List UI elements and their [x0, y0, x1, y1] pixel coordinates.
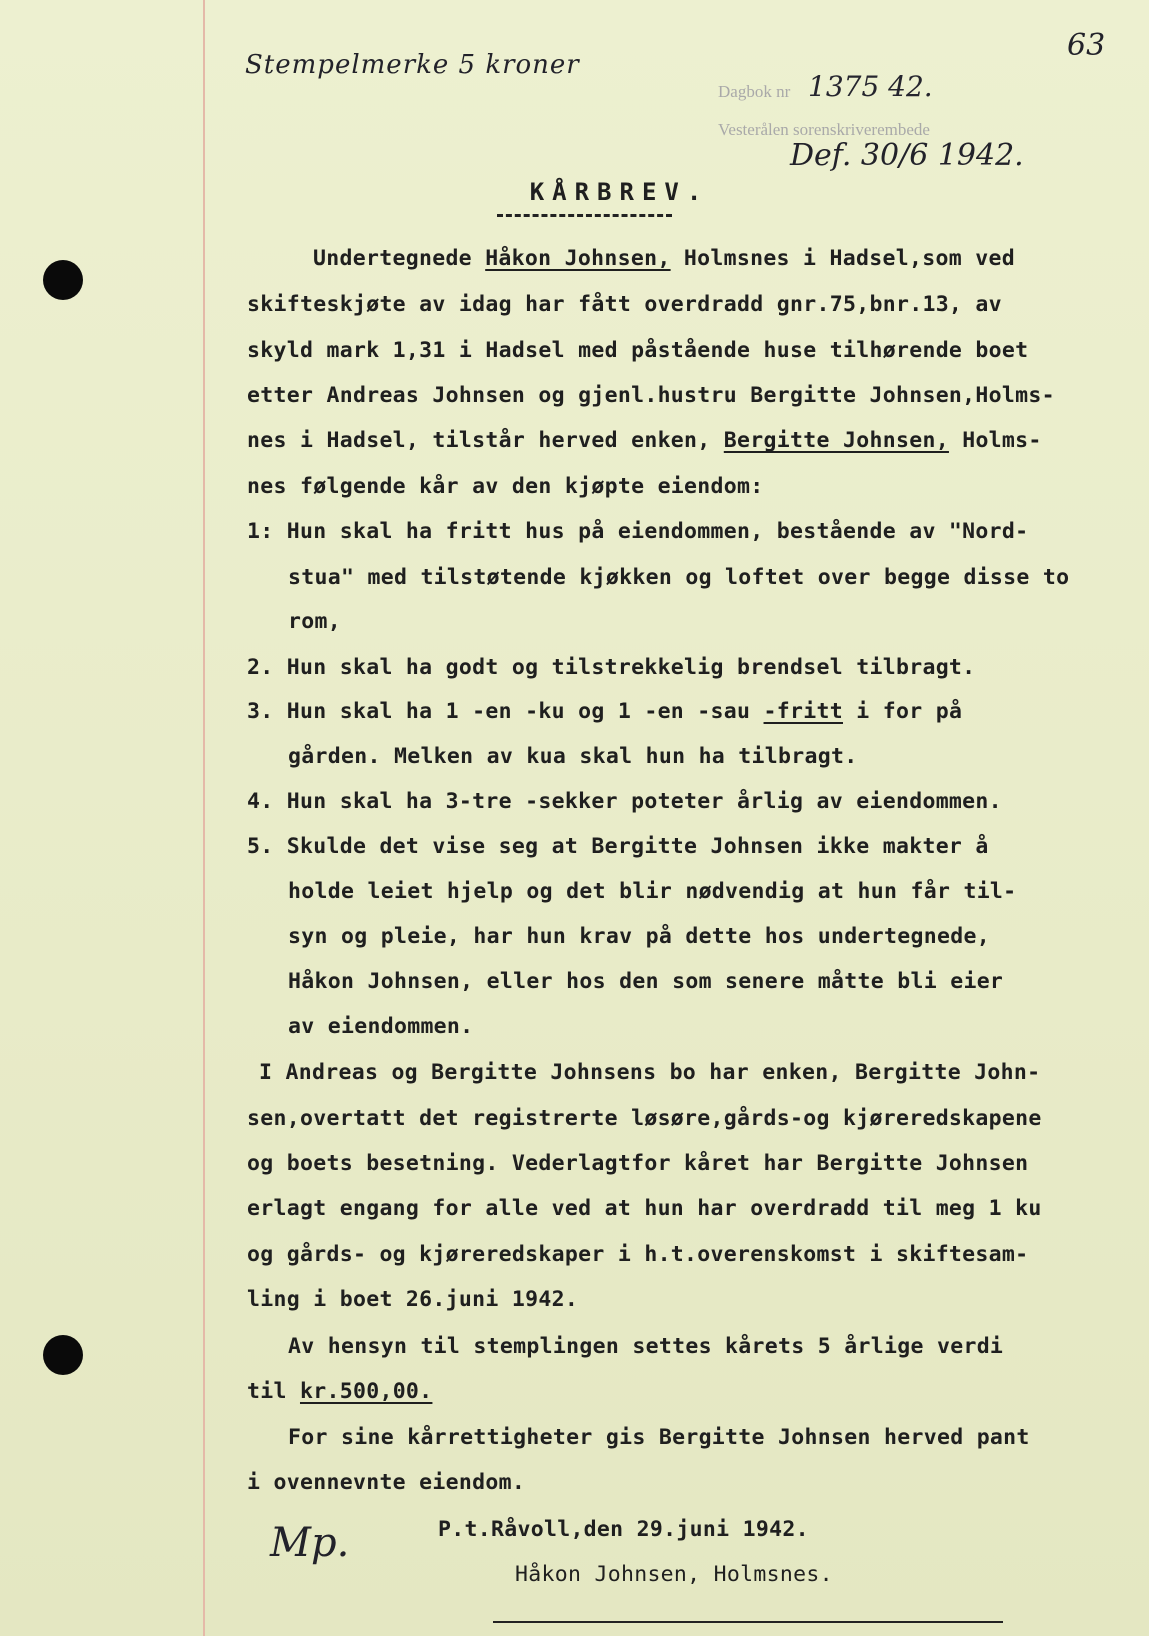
text-line: rom,: [288, 609, 341, 634]
text-line: og boets besetning. Vederlagtfor kåret har Bergitte Johnsen: [247, 1151, 1029, 1176]
text-segment: i for på: [843, 699, 963, 724]
list-item-1: 1: Hun skal ha fritt hus på eiendommen, bestående av "Nord-: [247, 519, 1029, 544]
text-line: ling i boet 26.juni 1942.: [247, 1287, 579, 1312]
text-segment: Holmsnes i Hadsel,som ved: [670, 246, 1015, 271]
underlined-name: Bergitte Johnsen,: [723, 428, 949, 453]
text-line: stua" med tilstøtende kjøkken og loftet over begge disse to: [288, 565, 1070, 590]
page-number: 63: [1067, 28, 1106, 63]
dagbok-stamp: Dagbok nr: [718, 82, 791, 101]
text-line: etter Andreas Johnsen og gjenl.hustru Bergitte Johnsen,Holms-: [247, 383, 1055, 408]
date-note: Def. 30/6 1942.: [790, 138, 1024, 173]
document-title: KÅRBREV.: [529, 178, 710, 206]
list-item-3: [247, 699, 962, 724]
office-stamp: Vesterålen sorenskriverembede: [718, 120, 930, 139]
margin-rule: [203, 0, 205, 1636]
text-line: skifteskjøte av idag har fått overdradd gnr.75,bnr.13, av: [247, 292, 1002, 317]
text-line: [247, 1379, 432, 1404]
dagbok-number: 1375 42.: [808, 70, 933, 103]
underlined-amount: kr.500,00.: [299, 1379, 433, 1404]
text-segment: til: [247, 1379, 300, 1404]
stamp-note: Stempelmerke 5 kroner: [245, 50, 580, 80]
text-line: I Andreas og Bergitte Johnsens bo har enken, Bergitte John-: [259, 1060, 1041, 1085]
text-line: og gårds- og kjøreredskaper i h.t.overenskomst i skiftesam-: [247, 1242, 1029, 1267]
signature: Håkon Johnsen, Holmsnes.: [515, 1562, 833, 1587]
signature-line: [493, 1621, 1003, 1623]
text-segment: 3. Hun skal ha 1 -en -ku og 1 -en -sau: [247, 699, 764, 724]
text-line: For sine kårrettigheter gis Bergitte Johnsen herved pant: [288, 1425, 1030, 1450]
handwritten-initials: Mp.: [270, 1520, 350, 1566]
title-underline: [497, 214, 672, 217]
text-line: Av hensyn til stemplingen settes kårets 5 årlige verdi: [288, 1334, 1004, 1359]
text-line: i ovennevnte eiendom.: [247, 1470, 526, 1495]
text-segment: Undertegnede: [313, 246, 486, 271]
text-line: sen,overtatt det registrerte løsøre,gårds-og kjøreredskapene: [247, 1106, 1042, 1131]
text-line: skyld mark 1,31 i Hadsel med påstående huse tilhørende boet: [247, 338, 1029, 363]
underlined-text: -fritt: [763, 699, 843, 724]
text-segment: nes i Hadsel, tilstår herved enken,: [247, 428, 724, 453]
place-date: P.t.Råvoll,den 29.juni 1942.: [438, 1517, 809, 1542]
text-line: nes følgende kår av den kjøpte eiendom:: [247, 474, 764, 499]
list-item-2: 2. Hun skal ha godt og tilstrekkelig brendsel tilbragt.: [247, 655, 976, 680]
text-segment: Holms-: [948, 428, 1042, 453]
list-item-5: 5. Skulde det vise seg at Bergitte Johnsen ikke makter å: [247, 834, 989, 859]
text-line: [247, 428, 1042, 453]
text-line: gården. Melken av kua skal hun ha tilbragt.: [288, 744, 858, 769]
punch-hole: [43, 260, 83, 300]
underlined-name: Håkon Johnsen,: [485, 246, 671, 271]
text-line: erlagt engang for alle ved at hun har overdradd til meg 1 ku: [247, 1196, 1042, 1221]
text-line: holde leiet hjelp og det blir nødvendig at hun får til-: [288, 879, 1017, 904]
text-line: syn og pleie, har hun krav på dette hos undertegnede,: [288, 924, 990, 949]
text-line: av eiendommen.: [288, 1014, 474, 1039]
text-line: Håkon Johnsen, eller hos den som senere måtte bli eier: [288, 969, 1004, 994]
punch-hole: [43, 1335, 83, 1375]
list-item-4: 4. Hun skal ha 3-tre -sekker poteter årlig av eiendommen.: [247, 789, 1002, 814]
text-line: [313, 246, 1015, 271]
